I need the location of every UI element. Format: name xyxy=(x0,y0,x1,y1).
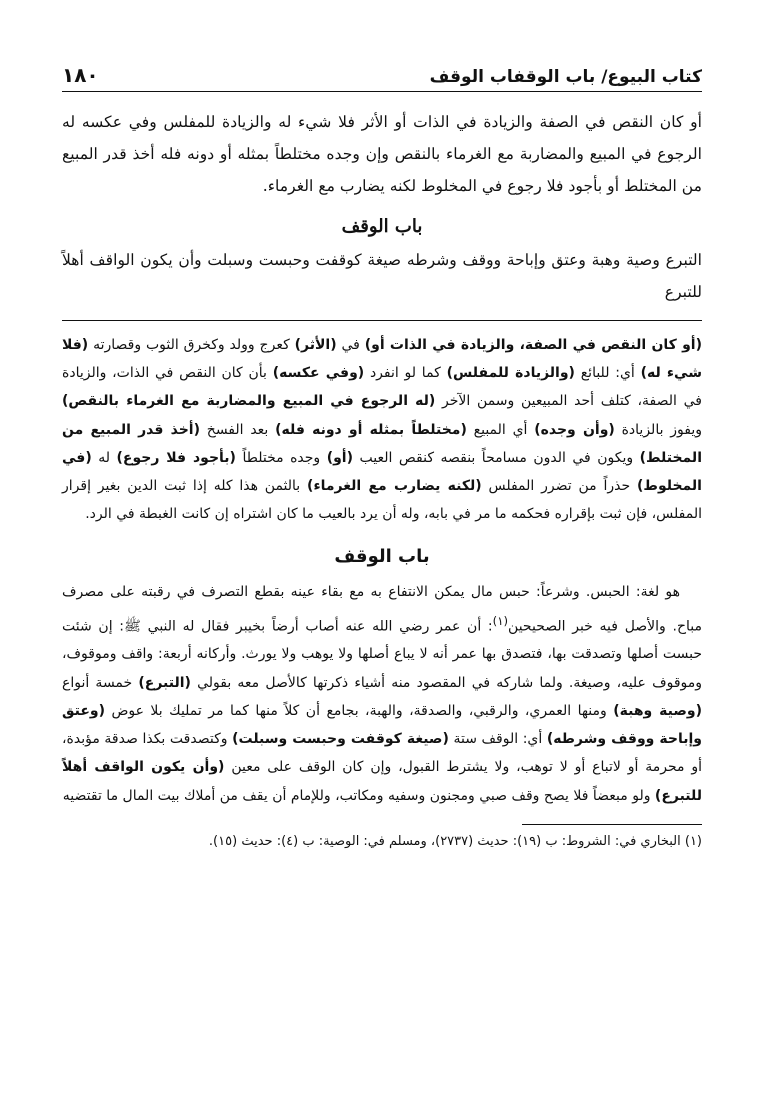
matn-quote: (الأثر) xyxy=(294,337,337,353)
matn-quote: (وفي عكسه) xyxy=(272,365,365,382)
book-page xyxy=(62,50,702,1080)
running-head xyxy=(62,50,702,92)
matn-quote: (بأجود فلا رجوع) xyxy=(116,449,236,466)
commentary: في xyxy=(336,337,365,353)
matn-quote: (أو كان النقص في الصفة، والزيادة في الذات أو) xyxy=(364,337,702,353)
commentary: هو لغة: الحبس. وشرعاً: حبس مال يمكن الانتفاع به مع بقاء عينه بقطع التصرف في رقبته على مصرف مباح. والأصل فيه خبر الصحيحين xyxy=(62,584,703,635)
commentary: بأن كان النقص في الذات، والزيادة في الصفة، كتلف أحد المبيعين وسمن الآخر xyxy=(62,365,702,410)
commentary: ومنها العمري، والرقبي، والصدقة، والهبة، بجامع أن كلاً منها كما مر تمليك بلا عوض xyxy=(105,702,614,719)
footnote: (١) البخاري في: الشروط: ب (١٩): حديث (٢٧٣٧)، ومسلم في: الوصية: ب (٤): حديث (١٥). xyxy=(208,833,702,849)
commentary: له xyxy=(91,449,117,466)
sharh-chapter-heading: باب الوقف xyxy=(334,546,430,568)
matn-quote: (في المخلوط) xyxy=(62,449,702,495)
commentary: حذراً من تضرر المفلس xyxy=(481,478,638,495)
matn-quote: (أو) xyxy=(326,449,353,466)
commentary: بعد الفسخ xyxy=(200,421,276,438)
matn-quote: (التبرع) xyxy=(138,674,191,691)
matn-chapter-heading: باب الوقف xyxy=(341,216,423,237)
sharh-text xyxy=(62,331,702,810)
matn-paragraph-1: أو كان النقص في الصفة والزيادة في الذات أو الأثر فلا شيء له والزيادة للمفلس وفي عكسه له الرجوع في المبيع والمضاربة مع الغرماء بالنقص وإن وجده مختلطاً بمثله أو دونه فله أخذ قدر المبيع من المختلط أو بأجود فلا رجوع في المخلوط لكنه يضارب مع الغرماء. xyxy=(62,113,702,195)
matn-quote: (مختلطاً بمثله أو دونه فله) xyxy=(275,421,467,438)
commentary: ويفوز بالزيادة xyxy=(614,421,702,438)
matn-quote: (وعتق وإباحة ووقف وشرطه) xyxy=(62,702,702,748)
running-title: كتاب البيوع/ باب الوقفاب الوقف xyxy=(429,67,702,87)
commentary: أي المبيع xyxy=(466,421,535,438)
matn-text xyxy=(62,106,702,308)
matn-quote: (وأن يكون الواقف أهلاً للتبرع) xyxy=(62,759,702,804)
matn-paragraph-2: التبرع وصية وهبة وعتق وإباحة ووقف وشرطه صيغة كوقفت وحبست وسبلت وأن يكون الواقف أهلاً للتبرع xyxy=(62,251,702,301)
matn-quote: (وأن وجده) xyxy=(534,421,615,438)
commentary: خمسة أنواع xyxy=(62,674,139,691)
page-number: ١٨٠ xyxy=(62,63,99,87)
footnote-divider xyxy=(522,824,702,825)
sharh-paragraph-1 xyxy=(62,331,702,528)
commentary: أي: للبائع xyxy=(574,365,641,382)
commentary: ويكون في الدون مسامحاً بنقصه كنقص العيب xyxy=(353,449,640,466)
matn-quote: (له الرجوع في المبيع والمضاربة مع الغرماء بالنقص) xyxy=(62,393,436,410)
commentary: ولو مبعضاً فلا يصح وقف صبي ومجنون وسفيه ومكاتب، وللإمام أن يقف من أملاك بيت المال ما تقتضيه xyxy=(62,787,655,804)
matn-sharh-divider xyxy=(62,320,702,321)
sharh-paragraph-2 xyxy=(62,578,702,809)
commentary: وكتصدقت بكذا صدقة مؤبدة، أو محرمة أو لاتباع أو لا توهب، ولا يشترط القبول، وإن كان الوقف على معين xyxy=(62,731,703,776)
commentary: أي: الوقف ستة xyxy=(448,731,547,748)
matn-quote: (فلا شيء له) xyxy=(62,337,702,382)
commentary: بالثمن هذا كله إذا ثبت الدين بغير إقرار المفلس، فإن ثبت بإقراره فحكمه ما مر في بابه، وله أن يرد بالعيب ما كان اشتراه إن كانت الغبطة في الرد. xyxy=(62,478,702,523)
matn-quote: (لكنه يضارب مع الغرماء) xyxy=(307,478,482,495)
matn-quote: (والزيادة للمفلس) xyxy=(446,365,575,382)
matn-quote: (صيغة كوقفت وحبست وسبلت) xyxy=(232,731,449,748)
commentary: كما لو انفرد xyxy=(364,365,447,382)
footnote-reference: (١) xyxy=(492,613,509,628)
commentary: وجده مختلطاً xyxy=(235,449,327,466)
matn-quote: (وصية وهبة) xyxy=(613,702,702,719)
commentary: كعرج وولد وكخرق الثوب وقصارته xyxy=(88,337,295,353)
commentary: : أن عمر رضي الله عنه أصاب أرضاً بخيبر فقال له النبي ﷺ: إن شئت حبست أصلها وتصدقت بها، فتصدق بها عمر أنه لا يباع أصلها ولا يوهب ولا يورث. وأركانه أربعة: واقف وموقوف، وموقوف عليه، وصيغة. ولما شاركه في المقصود منه أشياء ذكرتها كالأصل معه بقولي xyxy=(62,618,703,691)
matn-quote: (أخذ قدر المبيع من المختلط) xyxy=(62,421,702,466)
